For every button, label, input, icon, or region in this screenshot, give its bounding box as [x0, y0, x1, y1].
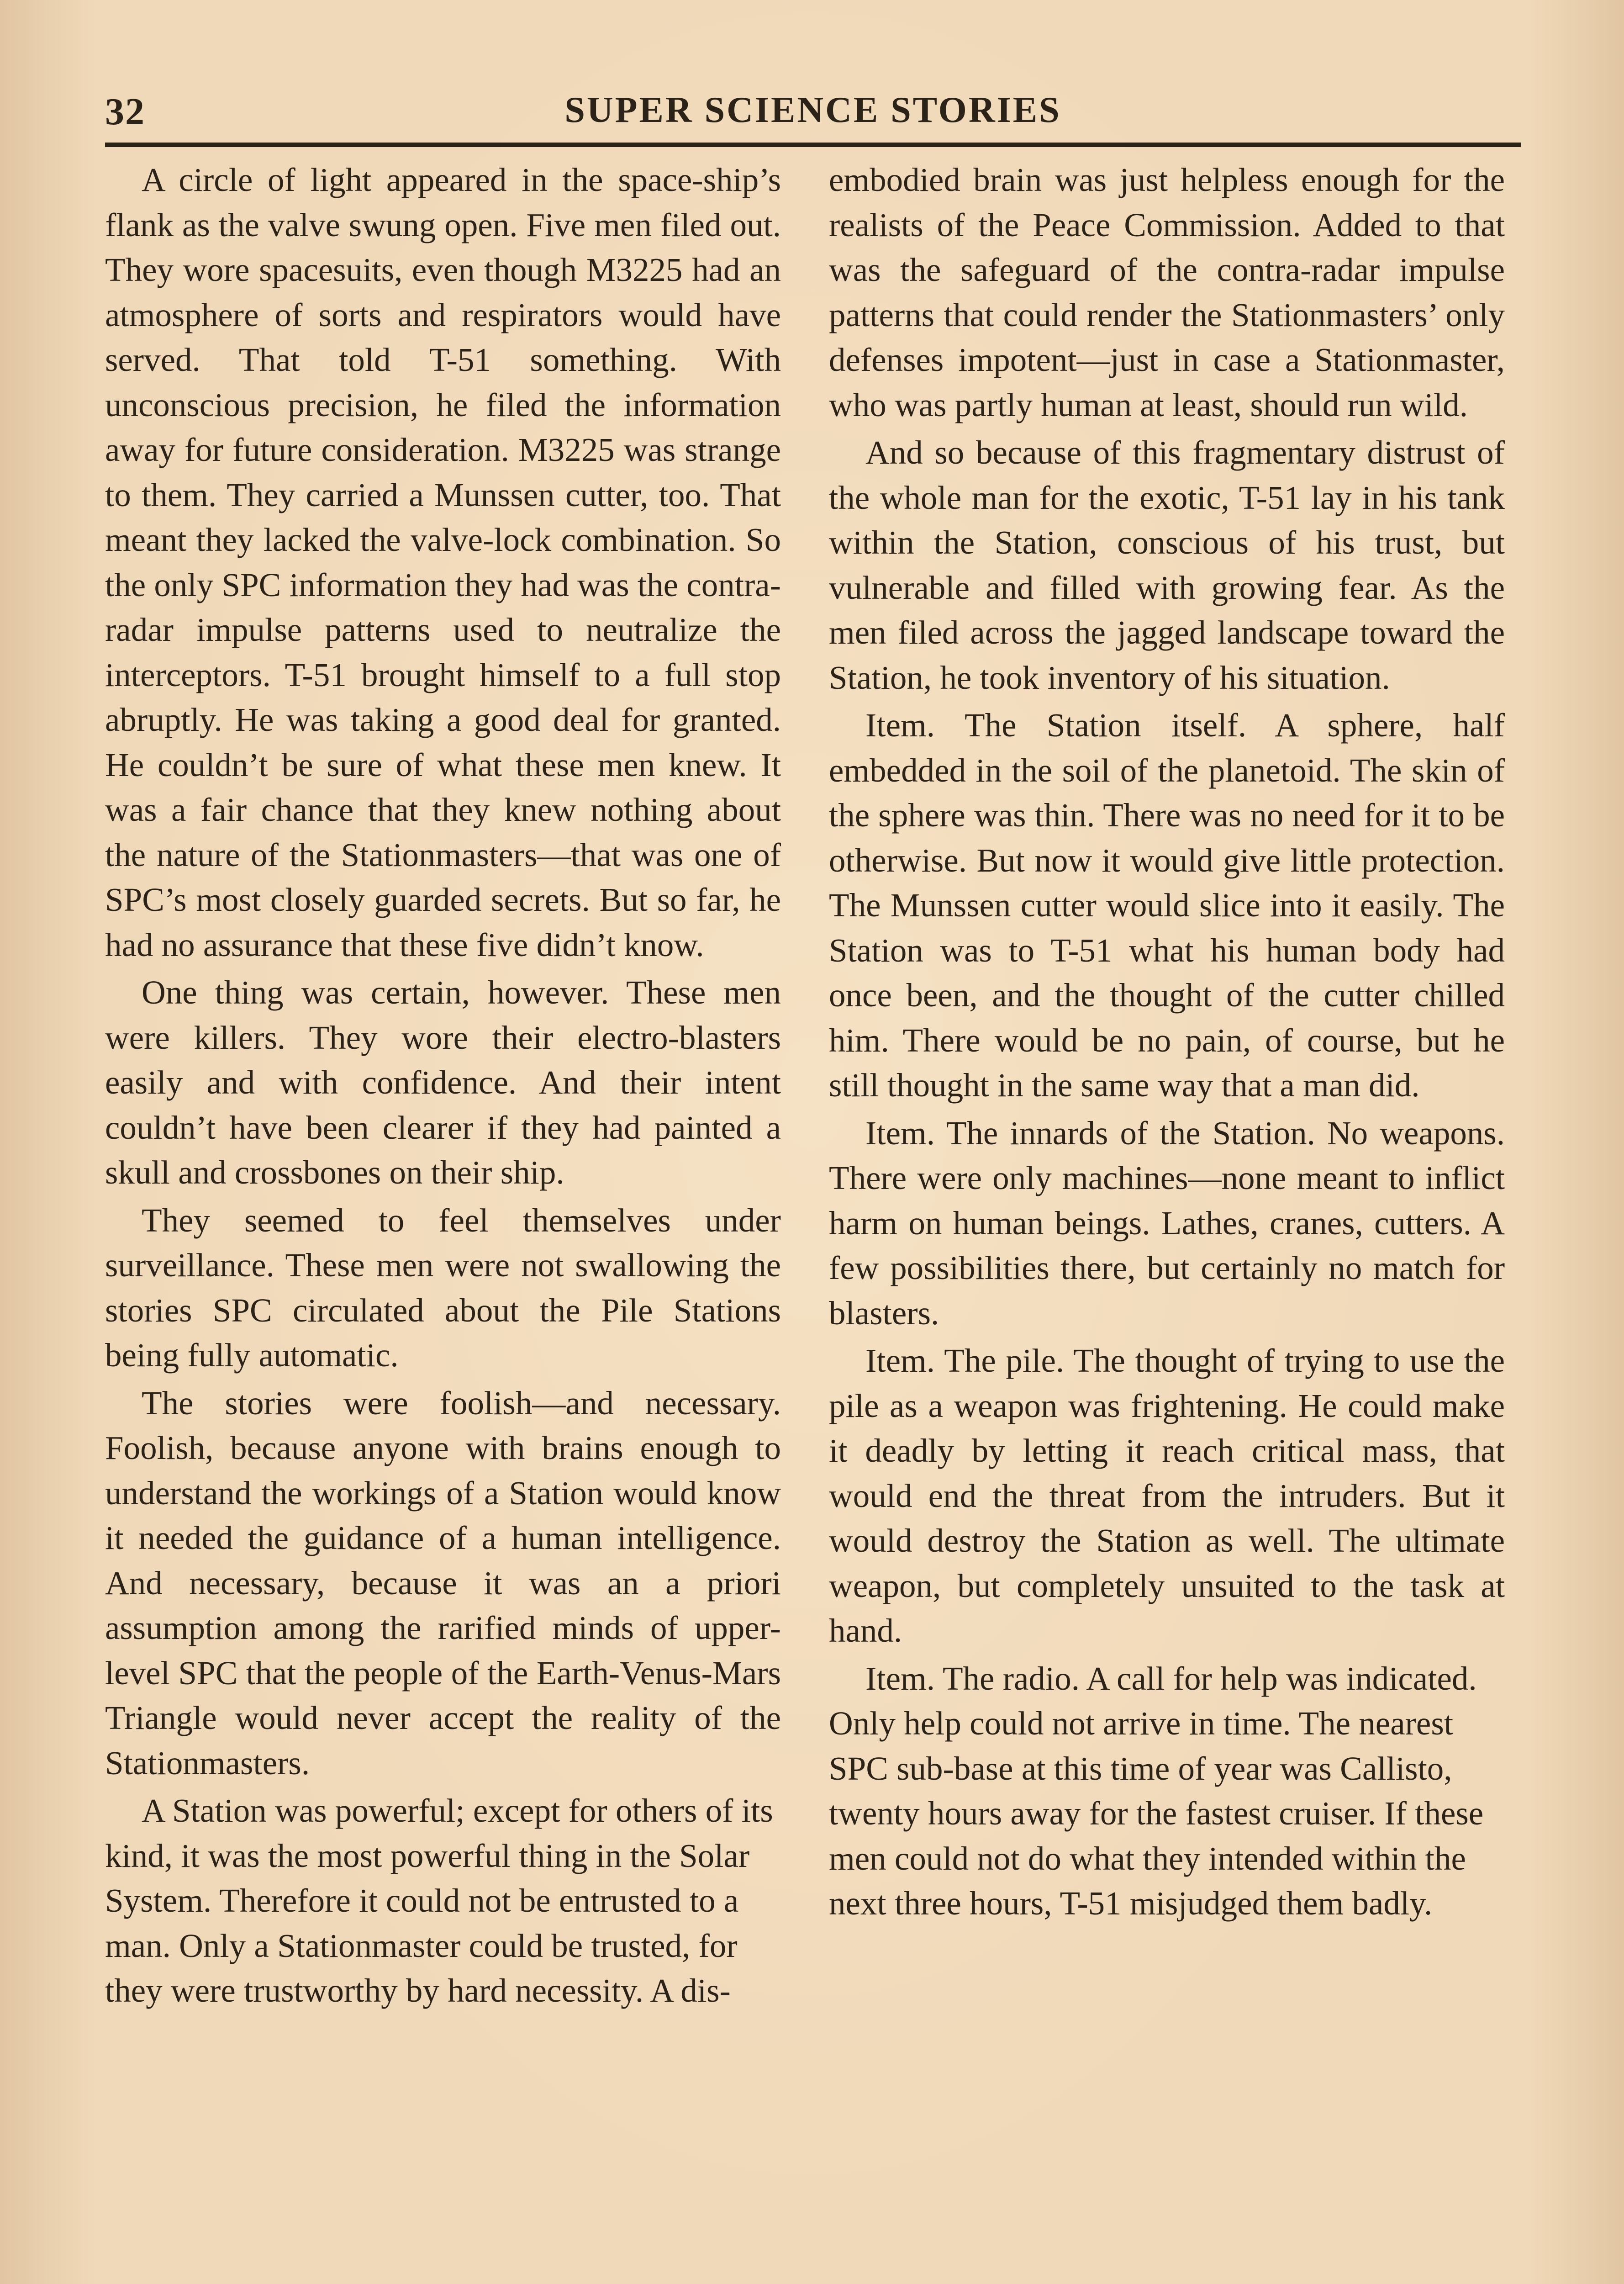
paragraph: Item. The pile. The thought of trying to use the pile as a weapon was frightening. He could make it deadly by letting it reach critical mass, that would end the threat from the intruders. But it would destroy the Station as well. The ultimate weapon, but completely unsuited to the task at hand.: [829, 1342, 1505, 1649]
paragraph: Item. The radio. A call for help was indicated. Only help could not arrive in time. The nearest SPC sub-base at this time of year was Callisto, twenty hours away for the fastest cruiser. If these men could not do what they intended within the next three hours, T-51 misjudged them badly.: [829, 1660, 1484, 1922]
page-header: [105, 90, 1521, 144]
paragraph: Item. The Station itself. A sphere, half embedded in the soil of the planetoid. The skin of the sphere was thin. There was no need for it to be otherwise. But now it would give little protection. The Munssen cutter would slice into it easily. The Station was to T-51 what his human body had once been, and the thought of the cutter chilled him. There would be no pain, of course, but he still thought in the same way that a man did.: [829, 707, 1505, 1104]
page-number: 32: [105, 90, 145, 133]
left-column: [105, 158, 781, 2016]
paragraph: A circle of light appeared in the space-ship’s flank as the valve swung open. Five men filed out. They wore spacesuits, even though M3225 had an atmosphere of sorts and respirators would have served. That told T-51 something. With unconscious precision, he filed the information away for future consideration. M3225 was strange to them. They carried a Munssen cutter, too. That meant they lacked the valve-lock combination. So the only SPC information they had was the contra-radar impulse patterns used to neutralize the interceptors. T-51 brought himself to a full stop abruptly. He was taking a good deal for granted. He couldn’t be sure of what these men knew. It was a fair chance that they knew nothing about the nature of the Stationmasters—that was one of SPC’s most closely guarded secrets. But so far, he had no assurance that these five didn’t know.: [105, 161, 781, 963]
right-column: [829, 158, 1505, 1929]
paragraph-continued: embodied brain was just helpless enough for the realists of the Peace Commission. Added to that was the safeguard of the contra-radar impulse patterns that could render the Stationmasters’ only defenses impotent—just in case a Stationmaster, who was partly human at least, should run wild.: [829, 161, 1505, 423]
paragraph: The stories were foolish—and necessary. Foolish, because anyone with brains enough to understand the workings of a Station would know it needed the guidance of a human intelligence. And necessary, because it was an a priori assumption among the rarified minds of upper-level SPC that the people of the Earth-Venus-Mars Triangle would never accept the reality of the Stationmasters.: [105, 1384, 781, 1782]
paragraph: They seemed to feel themselves under surveillance. These men were not swallowing the stories SPC circulated about the Pile Stations being fully automatic.: [105, 1201, 781, 1374]
paragraph: A Station was powerful; except for others of its kind, it was the most powerful thing in the Solar System. Therefore it could not be entrusted to a man. Only a Stationmaster could be trusted, for they were trustworthy by hard necessity. A dis-: [105, 1792, 773, 2009]
paragraph: Item. The innards of the Station. No weapons. There were only machines—none meant to inflict harm on human beings. Lathes, cranes, cutters. A few possibilities there, but certainly no match for blasters.: [829, 1114, 1505, 1332]
paragraph: And so because of this fragmentary distrust of the whole man for the exotic, T-51 lay in his tank within the Station, conscious of his trust, but vulnerable and filled with growing fear. As the men filed across the jagged landscape toward the Station, he took inventory of his situation.: [829, 434, 1505, 696]
paragraph: One thing was certain, however. These men were killers. They wore their electro-blasters easily and with confidence. And their intent couldn’t have been clearer if they had painted a skull and crossbones on their ship.: [105, 974, 781, 1191]
header-rule: [105, 143, 1521, 147]
running-title: SUPER SCIENCE STORIES: [564, 90, 1061, 130]
